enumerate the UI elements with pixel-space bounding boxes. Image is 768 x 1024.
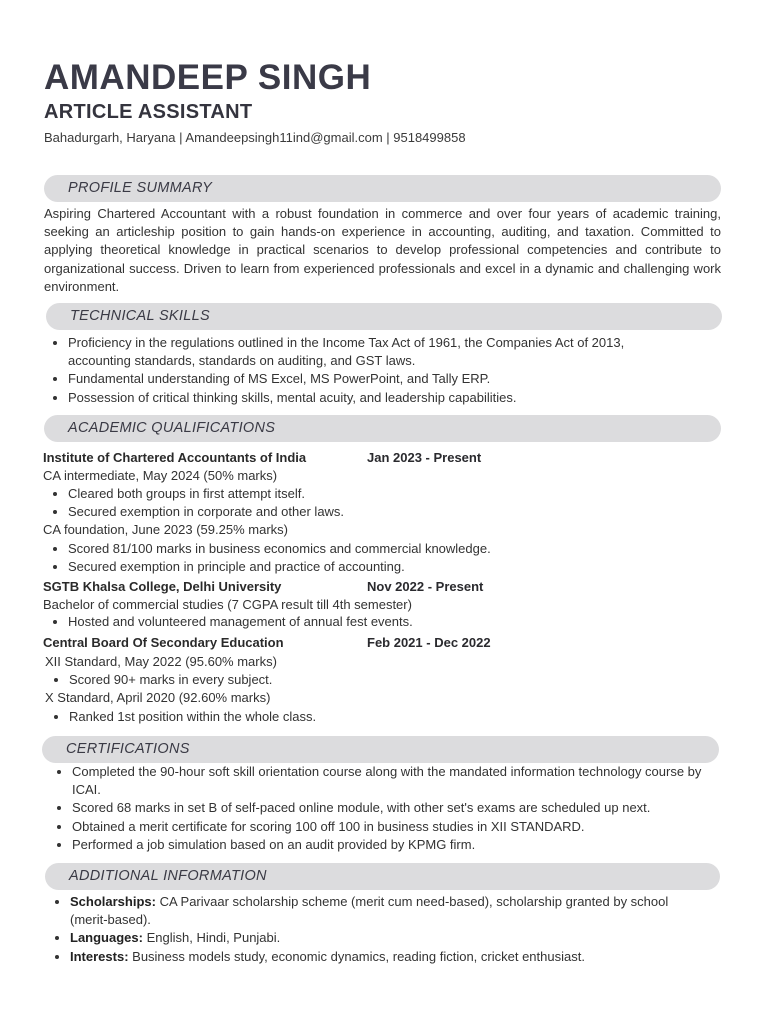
- institution-name: Institute of Chartered Accountants of India: [43, 450, 307, 465]
- list-item: Fundamental understanding of MS Excel, MS PowerPoint, and Tally ERP.: [44, 370, 684, 388]
- institution-date: Feb 2021 - Dec 2022: [367, 635, 491, 650]
- list-item: [46, 929, 676, 947]
- qualification-points: [44, 540, 664, 576]
- skills-list: [44, 334, 684, 407]
- list-item: [46, 893, 676, 929]
- qualification-line: X Standard, April 2020 (92.60% marks): [45, 690, 271, 705]
- qualification-points: [45, 708, 645, 726]
- qualification-line: CA intermediate, May 2024 (50% marks): [43, 468, 278, 483]
- list-item: Scored 90+ marks in every subject.: [45, 671, 645, 689]
- qualification-points: [45, 671, 645, 689]
- qualification-points: [44, 485, 644, 521]
- institution-name: Central Board Of Secondary Education: [43, 635, 284, 650]
- item-label: Languages:: [70, 930, 143, 946]
- item-label: Scholarships:: [70, 894, 156, 909]
- list-item: Secured exemption in principle and practice of accounting.: [44, 558, 664, 576]
- item-text: Business models study, economic dynamics, reading fiction, cricket enthusiast.: [128, 948, 585, 964]
- qualification-line: Bachelor of commercial studies (7 CGPA result till 4th semester): [43, 597, 412, 612]
- institution-date: Jan 2023 - Present: [367, 450, 482, 465]
- certifications-list: [48, 763, 708, 854]
- list-item: [46, 948, 676, 966]
- list-item: Scored 68 marks in set B of self-paced online module, with other set's exams are scheduled up next.: [48, 799, 708, 817]
- list-item: Hosted and volunteered management of annual fest events.: [44, 613, 644, 631]
- list-item: Secured exemption in corporate and other laws.: [44, 503, 644, 521]
- institution-name: SGTB Khalsa College, Delhi University: [43, 579, 282, 594]
- list-item: Obtained a merit certificate for scoring 100 off 100 in business studies in XII STANDARD.: [48, 818, 708, 836]
- section-title: ACADEMIC QUALIFICATIONS: [68, 420, 276, 436]
- institution-date: Nov 2022 - Present: [367, 579, 484, 594]
- item-label: Interests:: [70, 948, 129, 964]
- section-title: ADDITIONAL INFORMATION: [69, 868, 267, 884]
- section-header-certifications: [42, 736, 719, 763]
- list-item: Performed a job simulation based on an audit provided by KPMG firm.: [48, 836, 708, 854]
- qualification-line: CA foundation, June 2023 (59.25% marks): [43, 522, 288, 537]
- section-title: PROFILE SUMMARY: [68, 180, 213, 196]
- additional-list: [46, 893, 676, 966]
- section-header-additional: [45, 863, 720, 890]
- item-text: CA Parivaar scholarship scheme (merit cum need-based), scholarship granted by school (merit-based).: [70, 894, 669, 928]
- section-header-profile: [44, 175, 721, 202]
- list-item: Proficiency in the regulations outlined in the Income Tax Act of 1961, the Companies Act of 2013, accounting standards, standards on auditing, and GST laws.: [44, 334, 684, 370]
- item-text: English, Hindi, Punjabi.: [142, 930, 281, 946]
- list-item: Scored 81/100 marks in business economics and commercial knowledge.: [44, 540, 664, 558]
- section-title: CERTIFICATIONS: [66, 741, 190, 757]
- profile-summary-text: Aspiring Chartered Accountant with a robust foundation in commerce and over four years of academic training, seeking an articleship position to gain hands-on experience in accounting, auditing, and taxation. Committed to applying theoretical knowledge in practical scenarios to develop professional competencies and contribute to organizational success. Driven to learn from experienced professionals and excel in a dynamic and challenging work environment.: [44, 206, 721, 294]
- section-title: TECHNICAL SKILLS: [70, 308, 210, 324]
- section-header-academics: [44, 415, 721, 442]
- qualification-points: [44, 613, 644, 631]
- list-item: Ranked 1st position within the whole class.: [45, 708, 645, 726]
- contact-line: Bahadurgarh, Haryana | Amandeepsingh11ind@gmail.com | 9518499858: [44, 130, 466, 145]
- qualification-line: XII Standard, May 2022 (95.60% marks): [45, 654, 277, 669]
- list-item: Possession of critical thinking skills, mental acuity, and leadership capabilities.: [44, 389, 684, 407]
- list-item: Completed the 90-hour soft skill orientation course along with the mandated information technology course by ICAI.: [48, 763, 708, 799]
- candidate-role: ARTICLE ASSISTANT: [44, 101, 253, 123]
- section-header-skills: [46, 303, 722, 330]
- list-item: Cleared both groups in first attempt itself.: [44, 485, 644, 503]
- candidate-name: AMANDEEP SINGH: [44, 58, 372, 97]
